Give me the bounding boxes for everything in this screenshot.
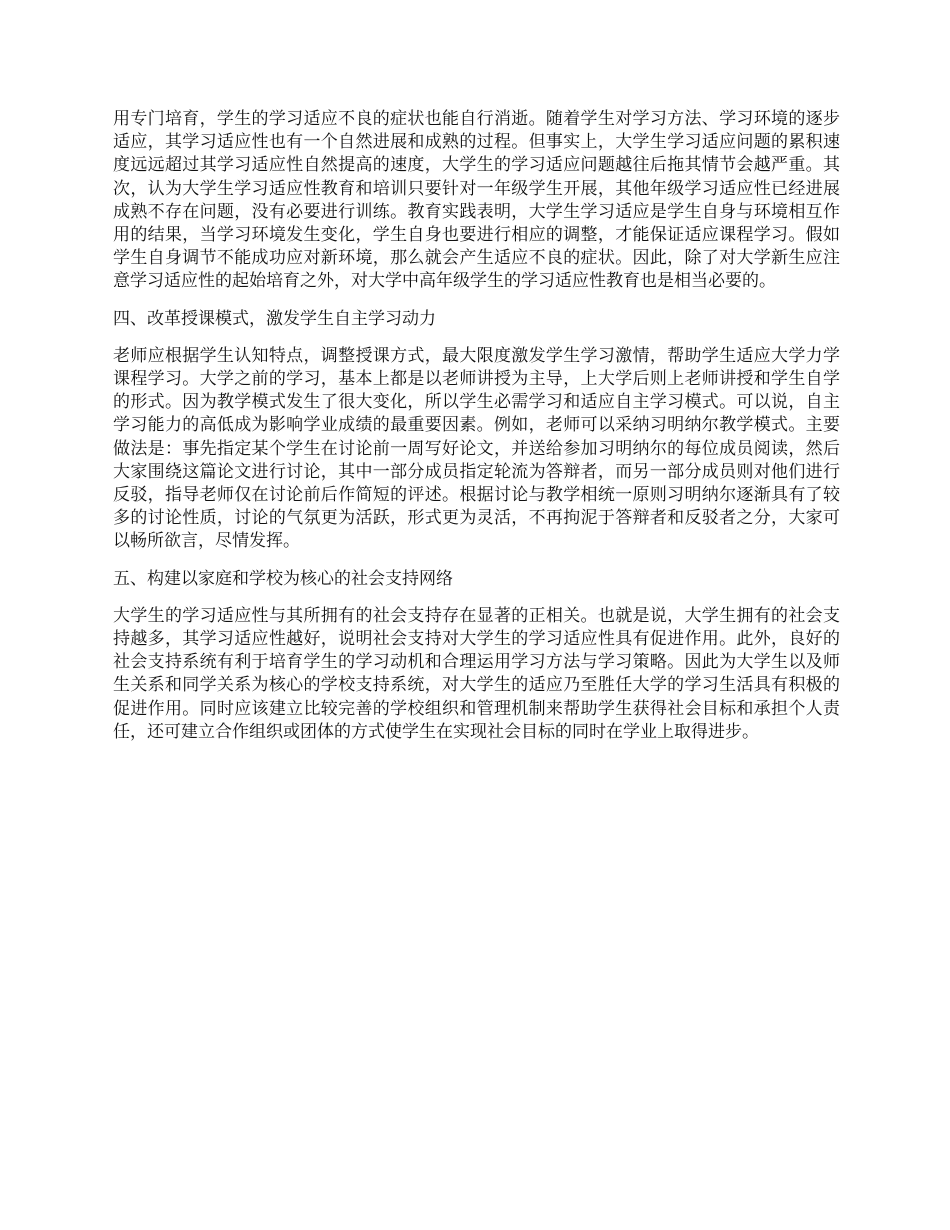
body-paragraph: 用专门培育，学生的学习适应不良的症状也能自行消逝。随着学生对学习方法、学习环境的逐步适应，其学习适应性也有一个自然进展和成熟的过程。但事实上，大学生学习适应问题的累积速度远远超过其学习适应性自然提高的速度，大学生的学习适应问题越往后拖其情节会越严重。其次，认为大学生学习适应性教育和培训只要针对一年级学生开展，其他年级学习适应性已经进展成熟不存在问题，没有必要进行训练。教育实践表明，大学生学习适应是学生自身与环境相互作用的结果，当学习环境发生变化，学生自身也要进行相应的调整，才能保证适应课程学习。假如学生自身调节不能成功应对新环境，那么就会产生适应不良的症状。因此，除了对大学新生应注意学习适应性的起始培育之外，对大学中高年级学生的学习适应性教育也是相当必要的。 <box>113 109 840 292</box>
section-heading: 四、改革授课模式，激发学生自主学习动力 <box>113 308 436 329</box>
body-paragraph: 老师应根据学生认知特点，调整授课方式，最大限度激发学生学习激情，帮助学生适应大学力学课程学习。大学之前的学习，基本上都是以老师讲授为主导，上大学后则上老师讲授和学生自学的形式。因为教学模式发生了很大变化，所以学生必需学习和适应自主学习模式。可以说，自主学习能力的高低成为影响学业成绩的最重要因素。例如，老师可以采纳习明纳尔教学模式。主要做法是：事先指定某个学生在讨论前一周写好论文，并送给参加习明纳尔的每位成员阅读，然后大家围绕这篇论文进行讨论，其中一部分成员指定轮流为答辩者，而另一部分成员则对他们进行反驳，指导老师仅在讨论前后作简短的评述。根据讨论与教学相统一原则习明纳尔逐渐具有了较多的讨论性质，讨论的气氛更为活跃，形式更为灵活，不再拘泥于答辩者和反驳者之分，大家可以畅所欲言，尽情发挥。 <box>113 345 840 552</box>
body-paragraph: 大学生的学习适应性与其所拥有的社会支持存在显著的正相关。也就是说，大学生拥有的社会支持越多，其学习适应性越好，说明社会支持对大学生的学习适应性具有促进作用。此外，良好的社会支持系统有利于培育学生的学习动机和合理运用学习方法与学习策略。因此为大学生以及师生关系和同学关系为核心的学校支持系统，对大学生的适应乃至胜任大学的学习生活具有积极的促进作用。同时应该建立比较完善的学校组织和管理机制来帮助学生获得社会目标和承担个人责任，还可建立合作组织或团体的方式使学生在实现社会目标的同时在学业上取得进步。 <box>113 605 840 742</box>
section-heading: 五、构建以家庭和学校为核心的社会支持网络 <box>113 568 453 589</box>
document-page <box>113 108 840 758</box>
